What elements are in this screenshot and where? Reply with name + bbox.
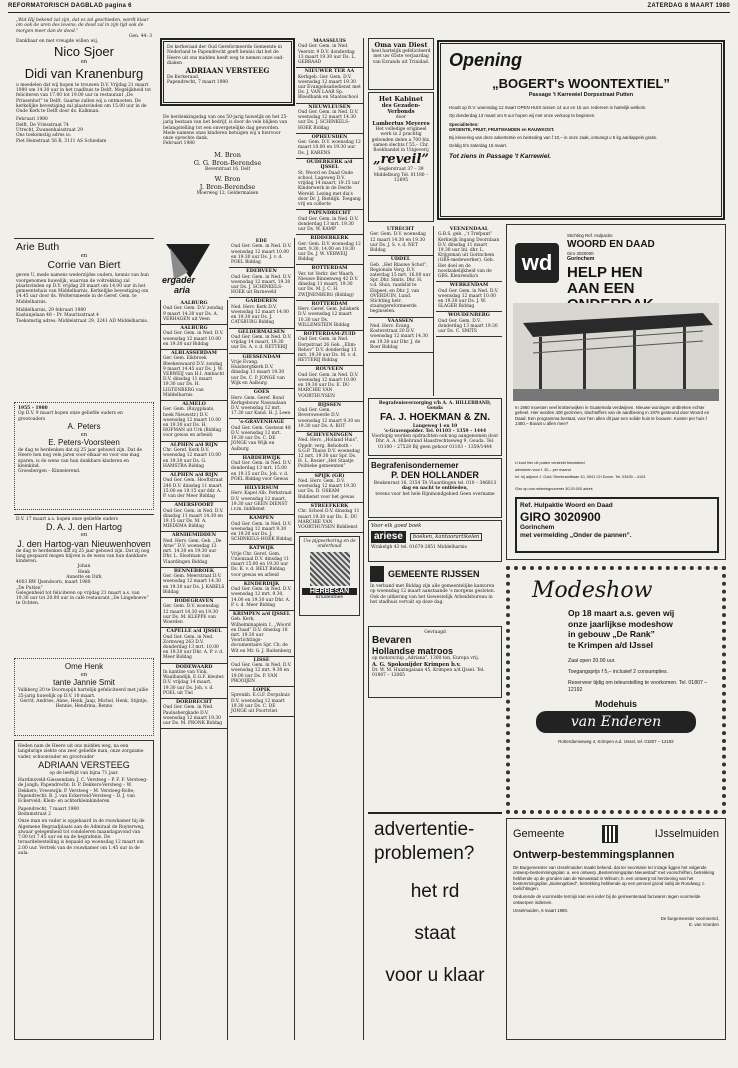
ad-anniversary-den-hartog — [14, 514, 154, 654]
name-2: J. den Hartog-van Nieuwenhoven — [17, 538, 151, 549]
shop-name: „BOGERT's WOONTEXTIEL” — [492, 76, 670, 91]
ad-den-hollander — [368, 458, 502, 518]
name-2: E. Peters-Voorsteen — [48, 438, 120, 448]
wd-city: Gorinchem — [567, 256, 595, 262]
ad-headline: Bevaren — [372, 635, 412, 647]
body-text: De herdenkingsdag van ons 50-jarig huwelijk en het 25-jarig bestaan van het bedrijf, is door de vele blijken van belangstelling tot een onvergetelijke dag geworden. Mede namens onze kinderen betuigen wij u hiervoor onze oprechte dank. — [163, 115, 288, 142]
address-line: Kastanjelaan 48 – Pr. Mauritsstraat 4 — [16, 313, 99, 319]
name-1: D. A. J. den Hartog — [45, 522, 123, 533]
church-listing: VAASSEN Ned. Herv. Evang. Kosterstraat 20 D.V. woensdag 12 maart 14.30 en 19.30 uur Dhr. J. de Boer Biddag — [368, 318, 433, 353]
church-listing: OUDERKERK a/d IJSSEL St. Woord en Daad Oude school, Lageweg D.V. vrijdag 14 maart, 19.15 uur Kinderwerk in de Derde Wereld. Lezing met dia's door Dr. J. Rietdijk. Toegang vrij en collecte — [296, 159, 363, 210]
ad-body: heel hartelijk gefeliciteerd met uw 65ste verjaardag van Ezrands uit Trinidad. — [371, 49, 431, 65]
wd-giro: Giro 3020000 — [567, 251, 594, 256]
church-column-b — [229, 238, 295, 1040]
notice-body: De Burgemeester van IJsselmuiden maakt bekend, dat ter secretarie ter inzage liggen het volgende ontwerp-bestemmingsplan: a. een ontwerp „Bestemmingsplan Nieuwstad” met voorschriften, betrekking hebbende op de gronden aan de Nieuwstad in Wilsum; b. een ontwerp tot herziening van het bestemmingsplan „Buitengebied”, betrekking hebbende op een perceel grond nabij de Rondweg; c. toelichtingen. — [513, 865, 715, 892]
house-photo — [513, 303, 719, 401]
ad-ariese — [368, 520, 502, 562]
church-listing: VEENENDAAL G.B.S. geb. „'t Trefpunt” Kerkwijk Ingang Doornlaan D.V. dinsdag 11 maart 19.30 uur Inl. dhr. L. Krijgsman uit Gorinchem (GBS-medewerker). Geb. Het doel en de noodzakelijkheid van de GBS. Kleurendia's — [436, 226, 502, 282]
wd-headline-2: AAN EEN — [567, 280, 635, 297]
church-column-a — [160, 300, 228, 1040]
intro-text: Dankbaar en met vreugde willen wij, — [16, 39, 99, 45]
obituary-versteeg — [14, 740, 154, 1040]
wd-name: WOORD EN DAAD — [567, 239, 655, 250]
van-enderen-logo: van Enderen — [536, 711, 696, 733]
church-listing: BODEGRAVEN Ger. Gem. D.V. woensdag 12 maart 14.30 en 19.30 uur Ds. M. KLEPPE van Woerden — [161, 598, 227, 628]
church-listing: EDERVEEN Oud Ger. Gem. in Ned. D.V. woensdag 12 maart, 19.30 uur Ds. J. SCHINKELS-HOEK uit Barneveld — [229, 268, 294, 298]
ad-oma-van-diest — [368, 38, 434, 90]
ad-headline-2: Hollandse matroos — [372, 646, 454, 657]
church-listing: ’s-GRAVENHAGE Oud Ger. Gem. Gosteun 48 D.V. woensdag 12 mrt. 19.30 uur Ds. C. DE JONGE van Wijk en Aalburg — [229, 419, 294, 454]
ad-title: Het Kabinet — [378, 95, 424, 103]
modeshow-text: Zaal open 20.00 uur. — [568, 658, 616, 664]
ad-title: Oma van Diest — [374, 41, 428, 49]
opening-text: Op donderdag 13 maart om 9 uur hopen wij met onze verkoop te beginnen. — [449, 113, 596, 119]
herbesan-image — [310, 552, 350, 586]
ad-text: door — [395, 115, 407, 121]
address-line: Piet Heinstraat 56 B, 3111 AS Schiedam — [16, 138, 107, 144]
church-listing: CAPELLE a/d IJSSEL Oud Ger. Gem. in Ned. Zormweg 263 D.V. donderdag 13 mrt. 10.00 en 19.30 uur Dhr. A. P. v. d. Meer Biddag — [161, 628, 227, 663]
groom-name: Arie Buth — [16, 241, 60, 253]
opening-text: Houdt op D.V. woensdag 12 maart OPEN HUIS tussen 14 uur en 15 uur. Iedereen is hartelijk welkom. — [449, 105, 647, 110]
church-listing: NIEUWLEUSEN Oud Ger. Gem. in Ned. D.V. woensdag 12 maart 14.30 uur Ds. J. SCHINKELS-HOEK Biddag — [296, 104, 363, 134]
bible-quote: „Wat Hij bekend zal zijn, dat es zal geschieden, wordt klaar om ook de uren des levens; de dood zal in zijn tijd ook de morgen meer dan de dood.” — [16, 18, 149, 34]
ad-emphasis: dag en nacht te ontbieden, — [401, 486, 469, 492]
address-line: Toekomstig adres: Middelstraat 29, 3241 AD Middelharnis. — [16, 318, 149, 324]
church-listing: HARDERWIJK Oud Ger. Gem. in Ned. D.V. donderdag 13 mrt. 15.00 en 19.15 uur Ds. Joh. v. d. POEL Biddag voor Gewas — [229, 455, 294, 485]
deceased-name: ADRIAAN VERSTEEG — [185, 66, 270, 76]
herbesan-slogan: Uw pijpverkering en de onderhoud — [303, 539, 356, 550]
church-listing: ROTTERDAM Herv. Geref. Gem. Juliskerk D.V. woensdag 12 maart 10.30 uur Ds. WILLEMSTEIN Biddag — [296, 301, 363, 331]
church-listing: KINDERDIJK Oud Ger. Gem. in Ned. D.V. woensdag 12 mrt. 9.30, 14.00 en 19.30 uur Dhr. A. P. v. d. Meer Biddag — [229, 581, 294, 611]
church-column-e — [436, 226, 502, 396]
wd-logo: wd — [515, 243, 559, 283]
herbesan-sub: kruidenthee — [315, 594, 344, 600]
notice-sig-2: E. van Voorden — [688, 921, 719, 927]
date-line: Papendrecht, 7 maart 1980 — [167, 80, 228, 86]
logo-text-1: ergader — [162, 275, 196, 285]
ad-wedding-sjoer — [14, 16, 154, 236]
date-line: Februari 1980 — [163, 141, 195, 147]
address-line: Delft, De Vriesstraat 74 — [16, 122, 69, 128]
spec-label: Specialiteiten: — [449, 121, 479, 127]
wd-giro-note: met vermelding „Onder de pannen”. — [520, 532, 632, 539]
church-listing: ARNHEMIDDEN Ned. Herv. Gem. Geb. „De Arne” D.V. woensdag 12 mrt. 14.30 en 19.30 uur Dhr. L. Slootman van Vlaardingen Biddag — [161, 532, 227, 567]
church-listing: WOUDENBERG Oud Ger. Gem. D.V. donderdag 13 maart 19.30 uur Ds. C. SMITS — [436, 312, 502, 337]
church-listing: UDDEL Geb. „Het Blauwe Schot”, Regionale Verg. D.V. zaterdag 15 mrt. 16.00 uur Spr. Dhr. Smits, Dhr. H. v.d. Sluis, raadslid te Elspeet, en Dhr. J. van OVERDUIN, Lund. Stichting betr. staatsgereformeerde beginselen. — [368, 256, 433, 317]
modeshow-text: Reserveer tijdig om teleurstelling te voorkomen. Tel. 01807 – 12192 — [568, 680, 708, 693]
church-listing: ROTTERDAM-ZUID Oud Ger. Gem. in Ned. Dorpstraat 26 Geb. „Elim-Rehov” D.V. donderdag 13 mrt. 19.30 uur Ds. M. v. d. RETTERIJ Biddag — [296, 331, 363, 366]
reveil-brand: „reveil” — [373, 152, 429, 168]
ad-pre: Begrafenisondernemer — [371, 461, 459, 470]
address-line: Ons toekomstig adres is: — [16, 133, 72, 139]
church-listing: RIJSSEN Oud Ger. Gem. Beversweerde D.V. woensdag 12 maart 9.30 en 19.30 uur Ds. A. KOT — [296, 402, 363, 432]
church-listing: AALBURG Oud Ger. Gem. D.V. zondag 9 maart 14.30 uur Ds. A. VERHAGEN uit Veen — [161, 300, 227, 325]
address-line: Dr. W. M. Huizingalaan 45, Krimpen a/d IJssel. Tel. 01807 – 12065 — [372, 667, 485, 679]
promo-line-4: staat — [414, 923, 456, 944]
address-line: Beverstraat 16, Delf — [204, 166, 251, 172]
wd-body: In 1960 moesten veel krottenwijken in Guatemala verdwijnen. Nieuwe woningen ontbreken echter geheel. Hier worden 400 gezinnen, slachtoffers van de aardbeving in 1976 gesteund door Woord en Daad. Een programma bestaat, voor hen allen dit jaar een solide huis te bouwen. Kosten per huis f 1450,– Bouwt u allen mee? — [515, 405, 710, 426]
header-rule — [8, 12, 730, 13]
opening-footer: Tot ziens in Passage 't Karrewiel. — [449, 152, 552, 160]
ad-pre: Begrafenisverzorging v/h A. A. HILLEBRAND, Gouda — [378, 401, 492, 412]
name: W. Bron — [214, 175, 241, 184]
church-listing: NIEUWER TER AA Kerkgeb. Ger. Gem. D.V. woensdag 12 maart 19.30 uur Evangelisatiedienst met Ds. J. VAN LAAR Sp. Bloedbank en Staatsschool — [296, 68, 363, 103]
bible-ref: Gen. 44: 3 — [129, 33, 152, 39]
church-listing: RIDDERKERK Ger. Gem. D.V. woensdag 12 mrt. 9.30, 14.00 en 19.30 uur Ds. J. W. VERWEIJ Biddag — [296, 235, 363, 265]
church-listing: GARDEREN Ned. Herv. Kerk D.V. woensdag 12 maart 14.00 en 19.30 uur Ds. J. CATSBURG Biddag — [229, 298, 294, 328]
wd-small-3: Inl. bij adjunct J. Gold. Rembrandtlaan 10, 3941 CH Doorn. Tel. 03430 – 4103 — [515, 475, 646, 479]
ad-anniversary-peters — [14, 402, 154, 510]
ad-top: Voor elk goed boek — [371, 523, 422, 529]
intro-text: Heden nam de Heere uit ons midden weg, na een langdurige ziekte ons zeer geliefde man, onze zorgzame vader, schoonvader en grootvader — [18, 744, 144, 760]
church-listing: KRIMPEN a/d IJSSEL Geb. Kerk, Wilhelminaplein 1, „Woord en Daad” D.V. dinsdag 18 mrt. 19.30 uur Voorlichtings-documentaire Spr. Ch. de Wit en Mr. G. J. Ruitenberg — [229, 611, 294, 657]
body-text: de dag te herdenken dat zij 25 jaar gehuwd zijn. Dat de Heere hen nog vele jaren voor elkaar en voor ons mag sparen, is de wens van hun dankbare kinderen en kleinkind. — [18, 448, 143, 469]
church-listing: SCHEVENINGEN Ned. Herv. „Holland Huis”, Oppdr. verg. Rehoboth – S.G.P. Thaiss D.V. woensdag 12 mrt. 19.30 uur Spr. Ds. H. L. Rosier „Het Staatje Politieke gemeenten” — [296, 432, 363, 473]
church-listing: GELDERMALSEN Oud Ger. Gem. in Ned. D.V. vrijdag 14 maart, 19.30 uur Ds. A. v. d. RETTERIJ — [229, 329, 294, 354]
church-listing: WERKENDAM Oud Ger. Gem. in Ned. D.V. woensdag 12 maart 10.00 en 19.30 uur Ds. J. W. SLAGER Biddag — [436, 282, 502, 312]
church-listing: KATWIJK Vrije Chr. Geref. Gem. Unionzaal D.V. dinsdag 11 maart 15.00 en 19.30 uur Ds. K. v. d. BELT Biddag voor gewas en arbeid — [229, 545, 294, 580]
ad-modeshow — [506, 566, 726, 814]
groom-name: Nico Sjoer — [54, 44, 114, 60]
church-listing: LISSE Oud Ger. Gem. in Ned. D.V. woensdag 12 mrt. 9.30 en 19.00 uur Ds. P. VAN PROOIJEN — [229, 657, 294, 687]
bride-name: Didi van Kranenburg — [24, 65, 144, 81]
funeral-text: Onze man en vader is opgebaard in de rouwkamer bij de Algemene Begraafplaats aan de Admiraal de Ruyterweg, alwaar gelegenheid tot condoleren maandagavond van 7.00 tot 7.45 uur en na de begrafenis. De teraardebestelling is bepaald op woensdag 12 maart om 2.00 uur. Vertrek van de rouwkamer om 1.45 uur in de aula. — [18, 819, 145, 857]
notice-sig-1: De burgemeester voornoemd, — [660, 916, 719, 922]
address-line: Bedumstraat 2 — [18, 811, 51, 817]
ad-top: Gevraagd — [424, 630, 446, 635]
church-listing: UTRECHT Ger. Gem. D.V. woensdag 12 maart 14.30 en 19.30 uur Ds. J. S. v. d. NET Biddag — [368, 226, 433, 256]
promo-line-3: het rd — [410, 881, 460, 902]
notice-date: IJsselmuiden, 6 maart 1980. — [513, 908, 569, 914]
address-line: 's-Gravenpolder. Tel. 01103 – 1359 – 1444 — [383, 428, 487, 434]
wd-subtitle: Stichting Ref. Hulpactie — [567, 233, 613, 238]
opening-text: Geldig t/m zaterdag 15 maart. — [449, 143, 508, 149]
ad-body: tevens voor het hele Rijnmondgebied Geen overname — [375, 491, 495, 497]
kids-list: Gerrit, Andries, Anne, Henk, Jaap, Michel, Henk, Stijntje, Hennie, Hendrina, Benno — [20, 698, 148, 710]
date-line: Papendrecht, 7 maart 1980 — [18, 806, 79, 812]
notice-title: Ontwerp-bestemmingsplannen — [513, 849, 675, 861]
gemeente-name: IJsselmuiden — [654, 828, 719, 840]
church-listing: SPIJK (GR) Ned. Herv. Gem. D.V. woensdag 12 maart 19.30 uur Ds. D. OSKAM Biddienst voor het gewas — [296, 473, 363, 503]
address-line: Moerweg 12, Geldermalsen — [196, 191, 259, 197]
promo-line-5: voor u klaar — [385, 965, 485, 986]
church-listing: ALMELO Ger. Gem. (Ruygplaats, hoek Nieuwstr.) D.V. woensdag 12 maart 10.00 en 19.30 uur Ds. H. HOFMAN uit Urk (Biddag voor gewas en arbeid) — [161, 401, 227, 442]
notice-bron-thanks — [160, 112, 295, 234]
spec-list: GROENTE, FRUIT, FRUITMANDEN en RAUWKOST. — [449, 126, 555, 132]
address-line: „De Putten” — [16, 585, 43, 591]
age-line: op de leeftijd van bijna 71 jaar. — [49, 770, 119, 776]
address-line: 4003 RW IJsendoorn, maart 1980 — [16, 580, 91, 586]
modeshow-h4: te Krimpen a/d IJssel — [568, 639, 654, 650]
modeshow-title: Modeshow — [532, 578, 653, 603]
notice-kerkeraad — [160, 38, 295, 106]
signature: De Kerkeraad. — [167, 75, 200, 81]
church-listing: ROTTERDAM Ver. tot Verkr. der Waarh. Nieuwe Binnenweg 42 D.V. dinsdag 11 maart, 19.30 uur Ds. M. J. C. H. ZWIJNENBERG (Biddag) — [296, 265, 363, 300]
name: M. Bron — [214, 150, 241, 159]
church-listing: PAPENDRECHT Oud Ger. Gem. in Ned. D.V. donderdag 13 mrt. 19.30 uur Ds. W. KAMP — [296, 210, 363, 235]
ad-advertentie-problemen — [368, 812, 502, 1040]
modeshow-h3: in gebouw „De Rank” — [568, 629, 655, 639]
body-text: Valkberg 20 te Doornspijk hartelijk gefeliciteerd met jullie 25-jarig huwelijk op D.V. 10 maart. — [18, 688, 149, 699]
herbesan-ad — [299, 536, 360, 616]
address-line: Wrakelgh 43 tel. 01670-2851 Middelharnis — [371, 545, 467, 551]
name-2: tante Jannie Smit — [53, 678, 115, 688]
church-listing: ALBLASSERDAM Ger. Gem. Eikbroek Bleekenwaard D.V. zondag 9 maart 14.45 uur Ds. J. W. VERWEIJ van H.I. Ambacht D.V. dinsdag 11 maart 19.30 uur Ds. H. LIGTENBERG van Middelharnis — [161, 350, 227, 401]
bride-name: Corrie van Biert — [47, 259, 121, 272]
modeshow-h2: onze jaarlijkse modeshow — [568, 618, 673, 629]
church-listing: OPHEUSDEN Ger. Gem. D.V. woensdag 12 maart 10.00 en 19.30 uur Ds. J. KARENS — [296, 134, 363, 159]
years: 1955 – 1980 — [18, 406, 48, 411]
modehuis-label: Modehuis — [595, 698, 637, 709]
church-listing: EDE Oud Ger. Gem. in Ned. D.V. woensdag 12 maart 10.00 en 19.30 uur Ds. J. v. d. POEL Biddag — [229, 238, 294, 268]
firm-name: A. G. Spoksnijder Krimpen b.v. — [372, 661, 461, 668]
church-listing: DORDRECHT Oud Ger. Gem. in Ned. Paulusbergkade D.V. woensdag 12 maart 19.30 uur Ds. M. PRONK Biddag — [161, 699, 227, 729]
wd-small-2: adviseren voor f. 30,– per maand — [515, 468, 571, 472]
wedding-body: u meedelen dat wij hopen te trouwen D.V. Vrijdag 21 maart 1980 om 14.30 uur in het raadhuis te Delft. Mogelijkheid tot feliciteren van 17.00 tot 19.00 uur in restaurant „De Prinsenhof” te Delft. Gaarne zullen wij u ontmoeten. De kerkelijke bevestiging zal plaatsvinden om 15.00 uur in de Oude Kerk te Delft door ds. Kalkman. — [16, 82, 152, 115]
wd-giro-name: Ref. Hulpaktie Woord en Daad — [520, 502, 613, 509]
modeshow-h1: Op 18 maart a.s. geven wij — [568, 608, 675, 618]
church-listing: DODEWAARD In kantine van Vink, Waalbandijk, E.G.F. kleuter. D.V. vrijdag 14 maart, 19.30 uur Ds. Joh. v. d. POEL uit Tiel — [161, 664, 227, 699]
address-line: Utrecht, Zwanenhalsstraat 29 — [16, 128, 83, 134]
church-listing: GIESSENDAM Vrije Evang. Huisbergtkerk D.V. dinsdag 11 maart 19.30 uur Ds. C. P. JONGE van Wijk en Aalburg — [229, 354, 294, 389]
opening-text: Bij inlevering van deze advertentie en besteding van f 10,– in onze zaak, ontvangt u 5 kg aardappels gratis. — [449, 135, 658, 141]
ad-kabinet-reveil — [368, 92, 434, 222]
ad-hoekman — [368, 398, 502, 456]
kid-name: Johan — [77, 564, 91, 570]
wd-headline-1: HELP HEN — [567, 264, 643, 281]
church-listing: AALBURG Oud Ger. Gem. in Ned. D.V. woensdag 12 maart 10.00 en 19.30 uur Biddag — [161, 325, 227, 350]
reception-text: Gelegenheid tot feliciteren op vrijdag 21 maart a.s. van 19.30 uur tot 20.00 uur in café restaurant „De Lingehoeve” te Ochten. — [16, 590, 149, 607]
wd-giro-city: Gorinchem — [520, 524, 555, 531]
date-line: Middelharnis, 29 februari 1980 — [16, 307, 86, 313]
kid-name: Henk — [78, 569, 90, 575]
modeshow-text: Toegangsprijs f 5,– inclusief 2 consumpties. — [568, 669, 669, 676]
ad-body: Het volledige origineel werk in 2 prachtig gebonden delen a 700 blz. samen slechts f 55,– Chr. Boekhandel in Uitgeverij — [371, 126, 431, 154]
address-line: Seglerstraat 37 – 39 Middelburg Tel. 01180 – 12695 — [373, 167, 429, 183]
ariese-brand: ariese — [371, 531, 406, 543]
body-text: De kerkeraad der Oud Gereformeerde Gemeente in Nederland te Papendrecht geeft kennis dat het de Heere uit ons midden heeft weg te nemen onze oud-diaken — [167, 45, 284, 66]
church-listing: HILVERSUM Herv. Kapel Alb. Perkstraat D.V. woensdag 12 maart, 19.30 uur GEEN DIENST i.v.m. biddienst — [229, 485, 294, 515]
church-column-c — [296, 38, 364, 1040]
family-list: Hardinxveld-Giessendam: J. C. Versteeg – P. F. F. Versteeg-de Jongh; Papendrecht: D. P. Dekkers-Versteeg – W. Dekkers; Vreeswijk: P. Versteeg – M. Versteeg-Bolte; Papendrecht: B. J. van Eckerveld-Versteeg – D. J. van Eckerveld; Klein- en achterkleinkinderen — [18, 778, 148, 805]
name-1: A. Peters — [67, 421, 101, 431]
firm-name: P. DEN HOLLANDER — [391, 470, 479, 480]
and-word: en — [80, 431, 88, 438]
church-listing: ALPHEN a/d RIJN Chr. Geref. Kerk D.V. woensdag 12 maart 10.00 en 19.30 uur Ds. G. HAMSTRA Biddag — [161, 442, 227, 472]
promo-line-1: advertentie- — [374, 819, 475, 840]
and-word: en — [80, 672, 88, 678]
church-listing: ALPHEN a/d RIJN Oud Ger. Gem. Hooftstraat 240 D.V. dinsdag 11 maart 15.00 en 19.15 uur ddr. A. P. van der Meer Biddag — [161, 472, 227, 502]
notice-title: GEMEENTE RIJSSEN — [388, 569, 480, 579]
wd-giro-box — [515, 497, 719, 553]
opening-title: Opening — [449, 50, 522, 70]
church-listing: BENNEBROEK Ger. Gem. Meerstraat D.V. woensdag 12 maart 14.30 en 19.30 uur Ds. J. KARELS Biddag — [161, 568, 227, 598]
name: G. G. Bron-Berendse — [193, 158, 262, 167]
church-listing: AMERSFOORT Oud Ger. Gem. in Ned. D.V. dinsdag 11 maart 14.30 en 19.15 uur Ds. M. A. MIEDEMA Biddag — [161, 502, 227, 532]
lead-text: D.V. 17 maart a.s. hopen onze geliefde ouders — [16, 517, 119, 522]
notice-body: In verband met Biddag zijn alle gemeentelijke kantoren op woensdag 12 maart aanstaande 's morgens gesloten. Ook de uitkering van het Gewestelijk Arbeidsbureau in het stadhuis vervalt op deze dag. — [370, 584, 496, 605]
church-listing: MAASSLUIS Oud Ger. Gem. in Ned. Veerstr. 9 D.V. donderdag 13 maart 19.30 uur Ds. L. GEBRAAD — [296, 38, 363, 68]
ad-anniversary-smit — [14, 658, 154, 736]
date-line: Februari 1980 — [16, 117, 48, 123]
ad-bevaren-matroos — [368, 626, 502, 698]
church-listing: STREEFKERK Chr. School D.V. dinsdag 11 maart 19.30 uur Ds. E. DU MARCHIE VAN VOORTHUYSEN Biddienst — [296, 503, 363, 533]
modeshow-address: Rotterdamseweg 4, Krimpen a.d. IJssel, tel. 01807 – 12192 — [558, 738, 674, 744]
wd-small-1: U kunt hier uit praten verstrekt friendsbed — [515, 461, 585, 465]
ad-woord-en-daad — [506, 224, 726, 560]
church-listing: ROUVEEN Oud Ger. Gem. in Ned. D.V. woensdag 12 maart 10.00 en 19.30 uur Ds. E. DU MARCHIE VAN VOORTHUYSEN — [296, 366, 363, 401]
notice-gemeente-rijssen — [368, 564, 502, 624]
wd-small-4: Giro op ons rekeningnummer 30.20.000 adres — [515, 487, 593, 491]
and-word: en — [80, 253, 88, 259]
shop-address: Passage 't Karrewiel Dorpsstraat Putten — [528, 92, 634, 98]
kid-name: Annette en Dirk — [66, 574, 102, 580]
place: Groesbergen – Kinnelerend. — [18, 469, 81, 475]
notice-body-2: Gedurende de voormelde termijn kan een ieder bij de gemeenteraad bezwaren tegen voormelde ontwerpen indienen. — [513, 894, 701, 905]
rijssen-crest-icon — [370, 566, 384, 582]
ad-subtitle: des Gezaden-Verbonds — [381, 103, 421, 116]
vergaderagenda-logo — [160, 238, 216, 298]
ariese-tagline: boeken, kantoorartikelen — [410, 533, 482, 541]
logo-text-2: aria — [174, 285, 191, 295]
church-listing: GOES Herv. Gem. Geref. Bond Kerkgebouw Nassaulaan D.V. woensdag 12 mrt. 17.30 uur Kand. H. J. Leen — [229, 389, 294, 419]
header-left: REFORMATORISCH DAGBLAD pagina 6 — [8, 3, 132, 9]
gemeente-label: Gemeente — [513, 828, 565, 840]
lead-text: Op D.V. 9 maart hopen onze geliefde ouders en grootouders — [18, 411, 123, 422]
ad-opening-bogert — [437, 40, 725, 220]
header-right: ZATERDAG 8 MAART 1980 — [647, 3, 730, 9]
firm-name: FA. J. HOEKMAN & ZN. — [379, 411, 490, 423]
ad-wedding-buth — [14, 238, 154, 398]
name-1: Ome Henk — [64, 662, 104, 671]
ad-body: op motorschip „Adriana”, 1300 ton, Europa vrij. — [372, 656, 480, 662]
deceased-name: ADRIAAN VERSTEEG — [38, 759, 130, 770]
herbesan-brand: HERBESAN — [302, 588, 357, 595]
church-listing: KAMPEN Oud Ger. Gem. in Ned. D.V. woensdag 12 maart 9.30 en 19.30 uur Ds. J. SCHINKELS-HOEK Biddag — [229, 515, 294, 545]
promo-line-2: problemen? — [374, 843, 475, 864]
crest-icon — [602, 825, 618, 843]
church-listing: LOPIK Sprenkh. E.G.F. Dorpshuis D.V. woensdag 12 maart 19.30 uur Ds. C. DE JONGE uit Poortvliet — [229, 687, 294, 717]
address-line: Langeweg 1 en 10 — [412, 423, 458, 429]
body-text: de dag te herdenken dat zij 25 jaar gehuwd zijn. Dat zij nog lang gespaard mogen blijven is de wens van hun dankbare kinderen. — [16, 548, 150, 565]
name: J. Bron-Berendse — [199, 183, 256, 192]
address-line: Beukenrust 16, 3154 TA Vlaardingen tel. 010 – 346813 — [373, 481, 497, 486]
church-column-d — [368, 226, 434, 396]
wedding-body: geven U, mede namens wederzijdse ouders, kennis van hun voorgenomen huwelijk, waarvan de voltrekking zal plaatsvinden op D.V. vrijdag 28 maart om 14.00 uur in het gemeentehuis van Middelharnis. Kerkelijke bevestiging om 14.45 uur door ds. Woltersmeede in de Geref. Gem. te Middelharnis. — [16, 273, 149, 305]
ad-body: Voorlopig worden opdrachten ook nog aangenomen door Dhr. A. A. Hillebrand Haastrechtseweg 9, Gouda. Tel. 01100 – 27528 Bij geen gehoor 01103 – 1359/1444 — [371, 434, 499, 450]
and-word: en — [80, 59, 88, 66]
wd-giro-number: GIRO 3020900 — [520, 510, 601, 524]
notice-ijsselmuiden — [506, 818, 726, 1040]
and-word: en — [80, 532, 88, 539]
author: Lambertus Meyeres — [372, 120, 430, 127]
